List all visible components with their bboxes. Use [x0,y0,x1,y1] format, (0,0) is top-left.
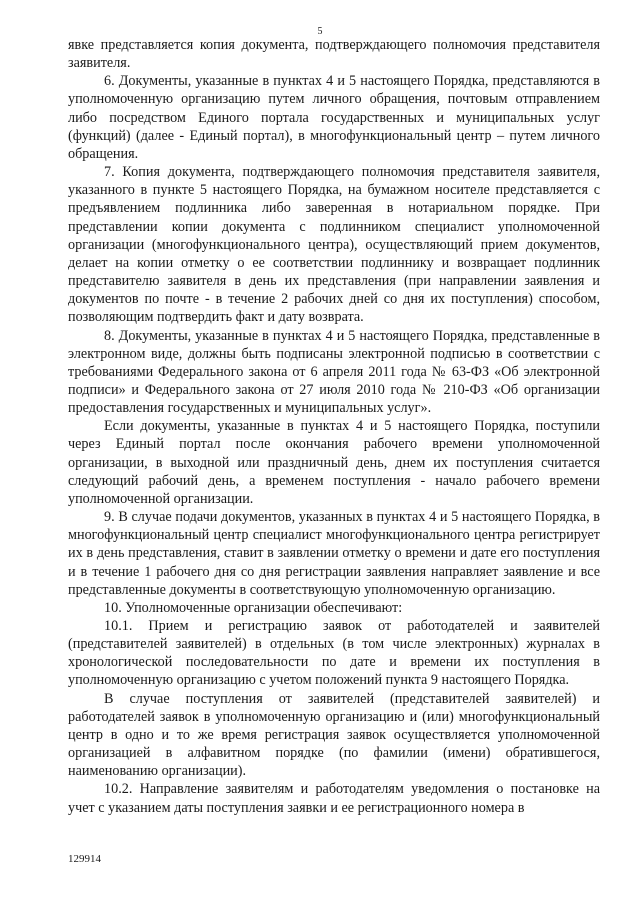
document-body [68,36,600,817]
paragraph-item-8: 8. Документы, указанные в пунктах 4 и 5 настоящего Порядка, представленные в электронном виде, должны быть подписаны электронной подписью в соответствии с требованиями Федерального закона от 6 апреля 2011 года № 63-ФЗ «Об электронной подписи» и Федерального закона от 27 июля 2010 года № 210-ФЗ «Об организации предоставления государственных и муниципальных услуг». [68,327,600,417]
page-number: 5 [317,26,323,37]
paragraph-item-7: 7. Копия документа, подтверждающего полномочия представителя заявителя, указанного в пункте 5 настоящего Порядка, на бумажном носителе представляется с предъявлением подлинника либо заверенная в нотариальном порядке. При представлении копии документа с подлинником специалист уполномоченной организации (многофункционального центра), осуществляющий прием документов, делает на копии отметку о ее соответствии подлиннику и возвращает подлинник представителю заявителя в день их представления (при направлении заявления и документов по почте - в течение 2 рабочих дней со дня их поступления) способом, позволяющим подтвердить факт и дату возврата. [68,164,600,326]
paragraph-item-10-2: 10.2. Направление заявителям и работодателям уведомления о постановке на учет с указанием даты поступления заявки и ее регистрационного номера в [68,781,600,816]
paragraph-item-10: 10. Уполномоченные организации обеспечивают: [104,599,403,616]
footer-document-code: 129914 [68,853,101,865]
paragraph-item-9: 9. В случае подачи документов, указанных в пунктах 4 и 5 настоящего Порядка, в многофункциональный центр специалист многофункционального центра регистрирует их в день представления, ставит в заявлении отметку о времени и дате его поступления и в течение 1 рабочего дня со дня регистрации заявления направляет заявление и все представленные документы в соответствующую уполномоченную организацию. [68,509,600,598]
paragraph-continuation: явке представляется копия документа, подтверждающего полномочия представителя заявителя. [68,37,600,72]
paragraph-item-6: 6. Документы, указанные в пунктах 4 и 5 настоящего Порядка, представляются в уполномоченную организацию путем личного обращения, почтовым отправлением либо посредством Единого портала государственных и муниципальных услуг (функций) (далее - Единый портал), в многофункциональный центр – путем личного обращения. [68,73,600,162]
paragraph-item-10-1: 10.1. Прием и регистрацию заявок от работодателей и заявителей (представителей заявителей) в отдельных (в том числе электронных) журналах в хронологической последовательности по дате и времени их поступления в уполномоченную организацию с учетом положений пункта 9 настоящего Порядка. [68,618,600,689]
paragraph-item-8-portal: Если документы, указанные в пунктах 4 и 5 настоящего Порядка, поступили через Единый портал после окончания рабочего времени уполномоченной организации, в выходной или праздничный день, днем их поступления считается следующий рабочий день, а временем поступления - начало рабочего времени уполномоченной организации. [68,418,600,507]
paragraph-item-10-1-alphabetical: В случае поступления от заявителей (представителей заявителей) и работодателей заявок в уполномоченную организацию и (или) многофункциональный центр в одно и то же время регистрация заявок осуществляется уполномоченной организацией в алфавитном порядке (по фамилии (имени) обратившегося, наименованию организации). [68,690,600,780]
